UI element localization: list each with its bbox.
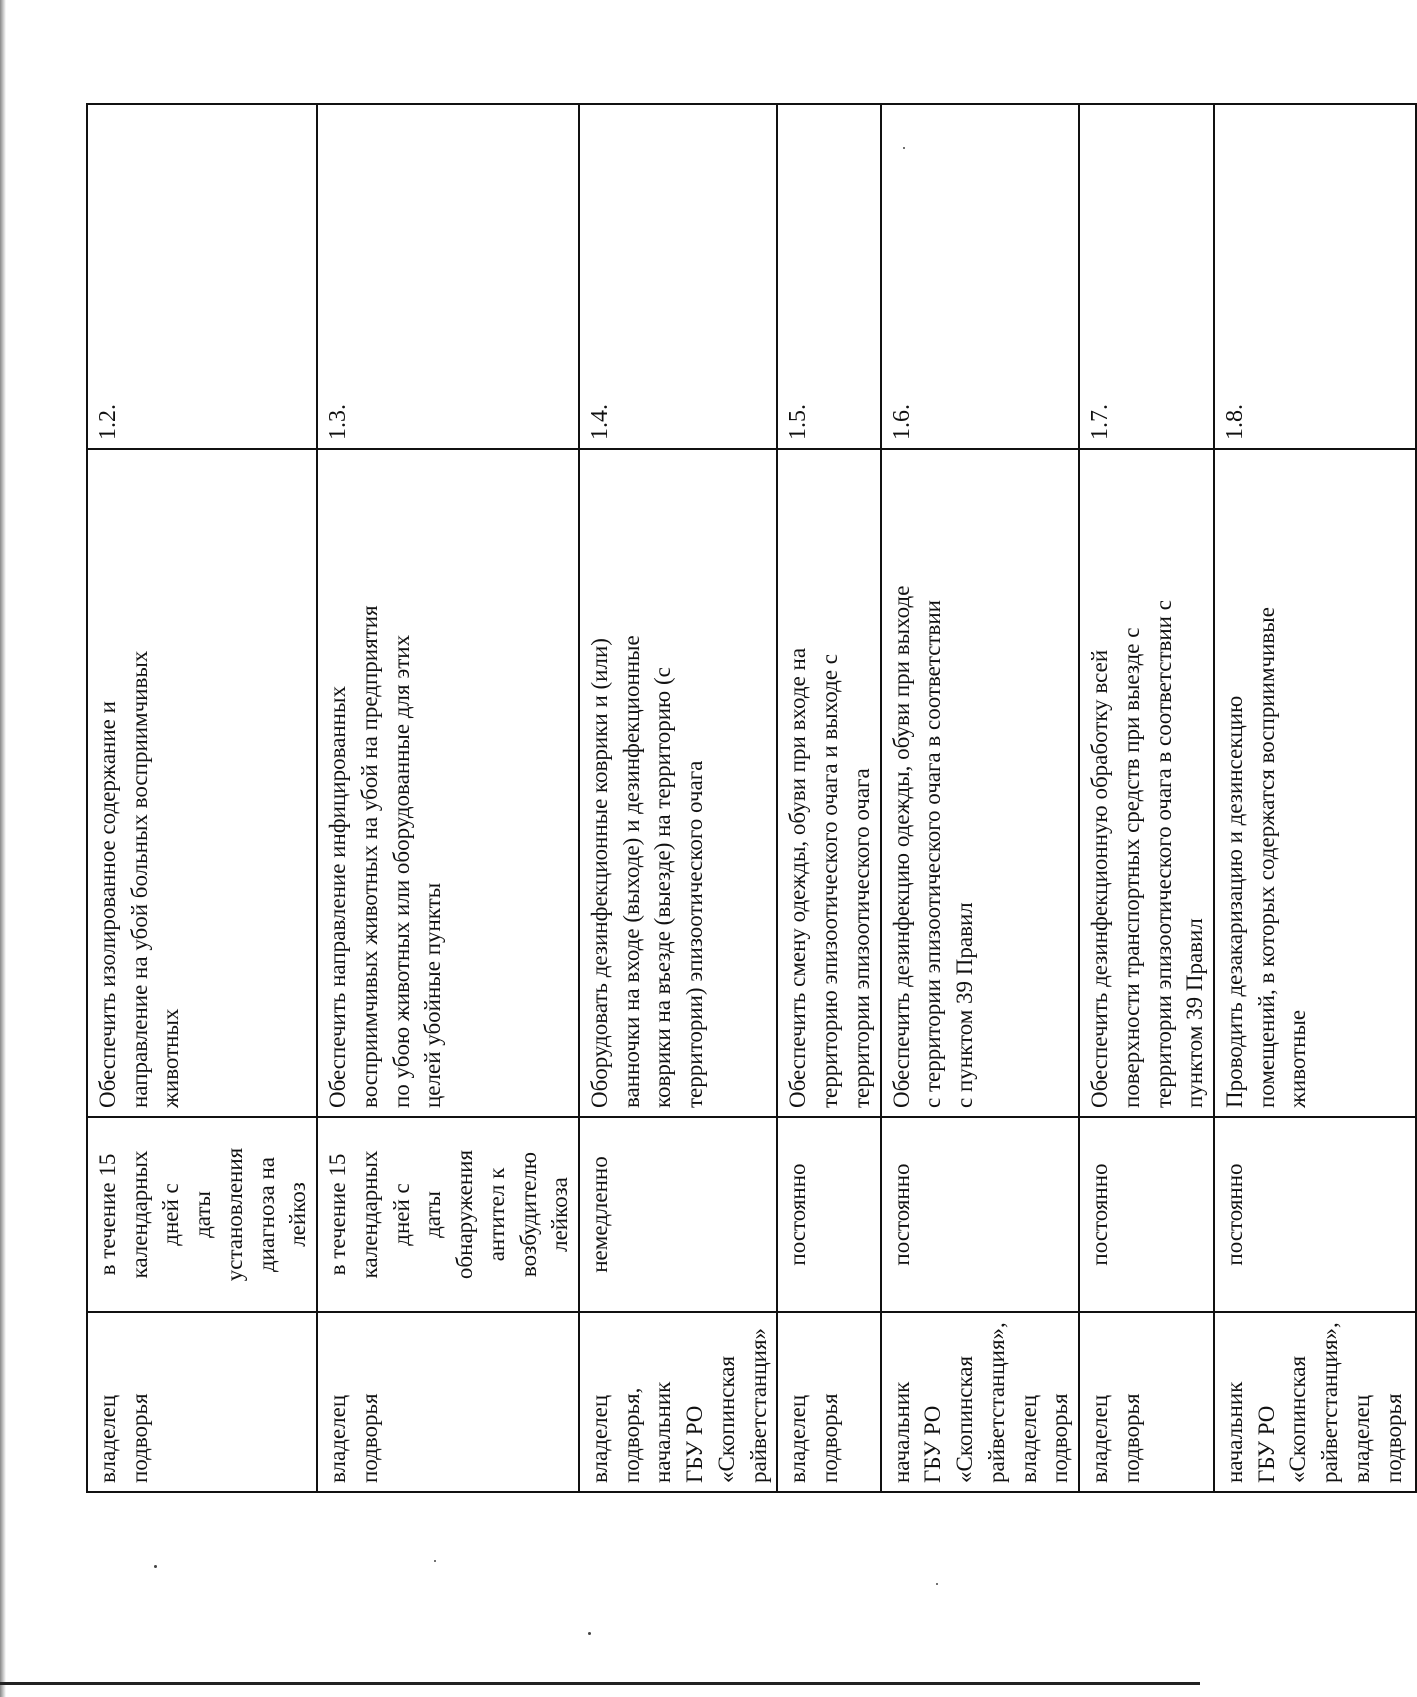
table-row: [1079, 104, 1214, 1492]
table-row: [87, 104, 317, 1492]
row-number: 1.8.: [1214, 104, 1416, 449]
responsible-cell: владелец подворья: [87, 1312, 317, 1492]
measures-table: [86, 103, 1417, 1493]
action-cell: Оборудовать дезинфекционные коврики и (или) ванночки на входе (выходе) и дезинфекционные коврики на въезде (выезде) на территорию (с территории) эпизоотического очага: [579, 449, 777, 1117]
scan-left-edge: [0, 0, 6, 1697]
action-cell: Обеспечить направление инфицированных восприимчивых животных на убой на предприятия по убою животных или оборудованные для этих целей убойные пункты: [317, 449, 579, 1117]
term-cell: в течение 15 календарных дней с даты установления диагноза на лейкоз: [87, 1117, 317, 1312]
row-number: 1.6.: [881, 104, 1079, 449]
row-number: 1.7.: [1079, 104, 1214, 449]
action-cell: Обеспечить дезинфекционную обработку всей поверхности транспортных средств при выезде с территории эпизоотического очага в соответствии с пунктом 39 Правил: [1079, 449, 1214, 1117]
table-row: [777, 104, 880, 1492]
term-cell: постоянно: [1079, 1117, 1214, 1312]
responsible-cell: владелец подворья: [1079, 1312, 1214, 1492]
table-row: [579, 104, 777, 1492]
scan-speck: [154, 1565, 157, 1568]
row-number: 1.5.: [777, 104, 880, 449]
responsible-cell: начальник ГБУ РО «Скопинская райветстанция», владелец подворья: [881, 1312, 1079, 1492]
term-cell: в течение 15 календарных дней с даты обнаружения антител к возбудителю лейкоза: [317, 1117, 579, 1312]
scan-speck: [434, 1560, 436, 1562]
action-cell: Обеспечить дезинфекцию одежды, обуви при выходе с территории эпизоотического очага в соответствии с пунктом 39 Правил: [881, 449, 1079, 1117]
action-cell: Обеспечить изолированное содержание и направление на убой больных восприимчивых животных: [87, 449, 317, 1117]
scan-speck: [936, 1583, 938, 1585]
table-row: [1214, 104, 1416, 1492]
action-cell: Проводить дезакаризацию и дезинсекцию помещений, в которых содержатся восприимчивые животные: [1214, 449, 1416, 1117]
responsible-cell: начальник ГБУ РО «Скопинская райветстанция», владелец подворья: [1214, 1312, 1416, 1492]
term-cell: постоянно: [1214, 1117, 1416, 1312]
table-row: [881, 104, 1079, 1492]
action-cell: Обеспечить смену одежды, обуви при входе на территорию эпизоотического очага и выходе с территории эпизоотического очага: [777, 449, 880, 1117]
row-number: 1.4.: [579, 104, 777, 449]
scan-speck: [588, 1632, 591, 1635]
term-cell: немедленно: [579, 1117, 777, 1312]
row-number: 1.3.: [317, 104, 579, 449]
responsible-cell: владелец подворья: [777, 1312, 880, 1492]
term-cell: постоянно: [777, 1117, 880, 1312]
table-row: [317, 104, 579, 1492]
term-cell: постоянно: [881, 1117, 1079, 1312]
scan-speck: [903, 147, 905, 149]
responsible-cell: владелец подворья: [317, 1312, 579, 1492]
scan-bottom-edge: [0, 1682, 1200, 1685]
row-number: 1.2.: [87, 104, 317, 449]
rotated-table-wrapper: [86, 105, 1406, 1493]
responsible-cell: владелец подворья, начальник ГБУ РО «Скопинская райветстанция»: [579, 1312, 777, 1492]
